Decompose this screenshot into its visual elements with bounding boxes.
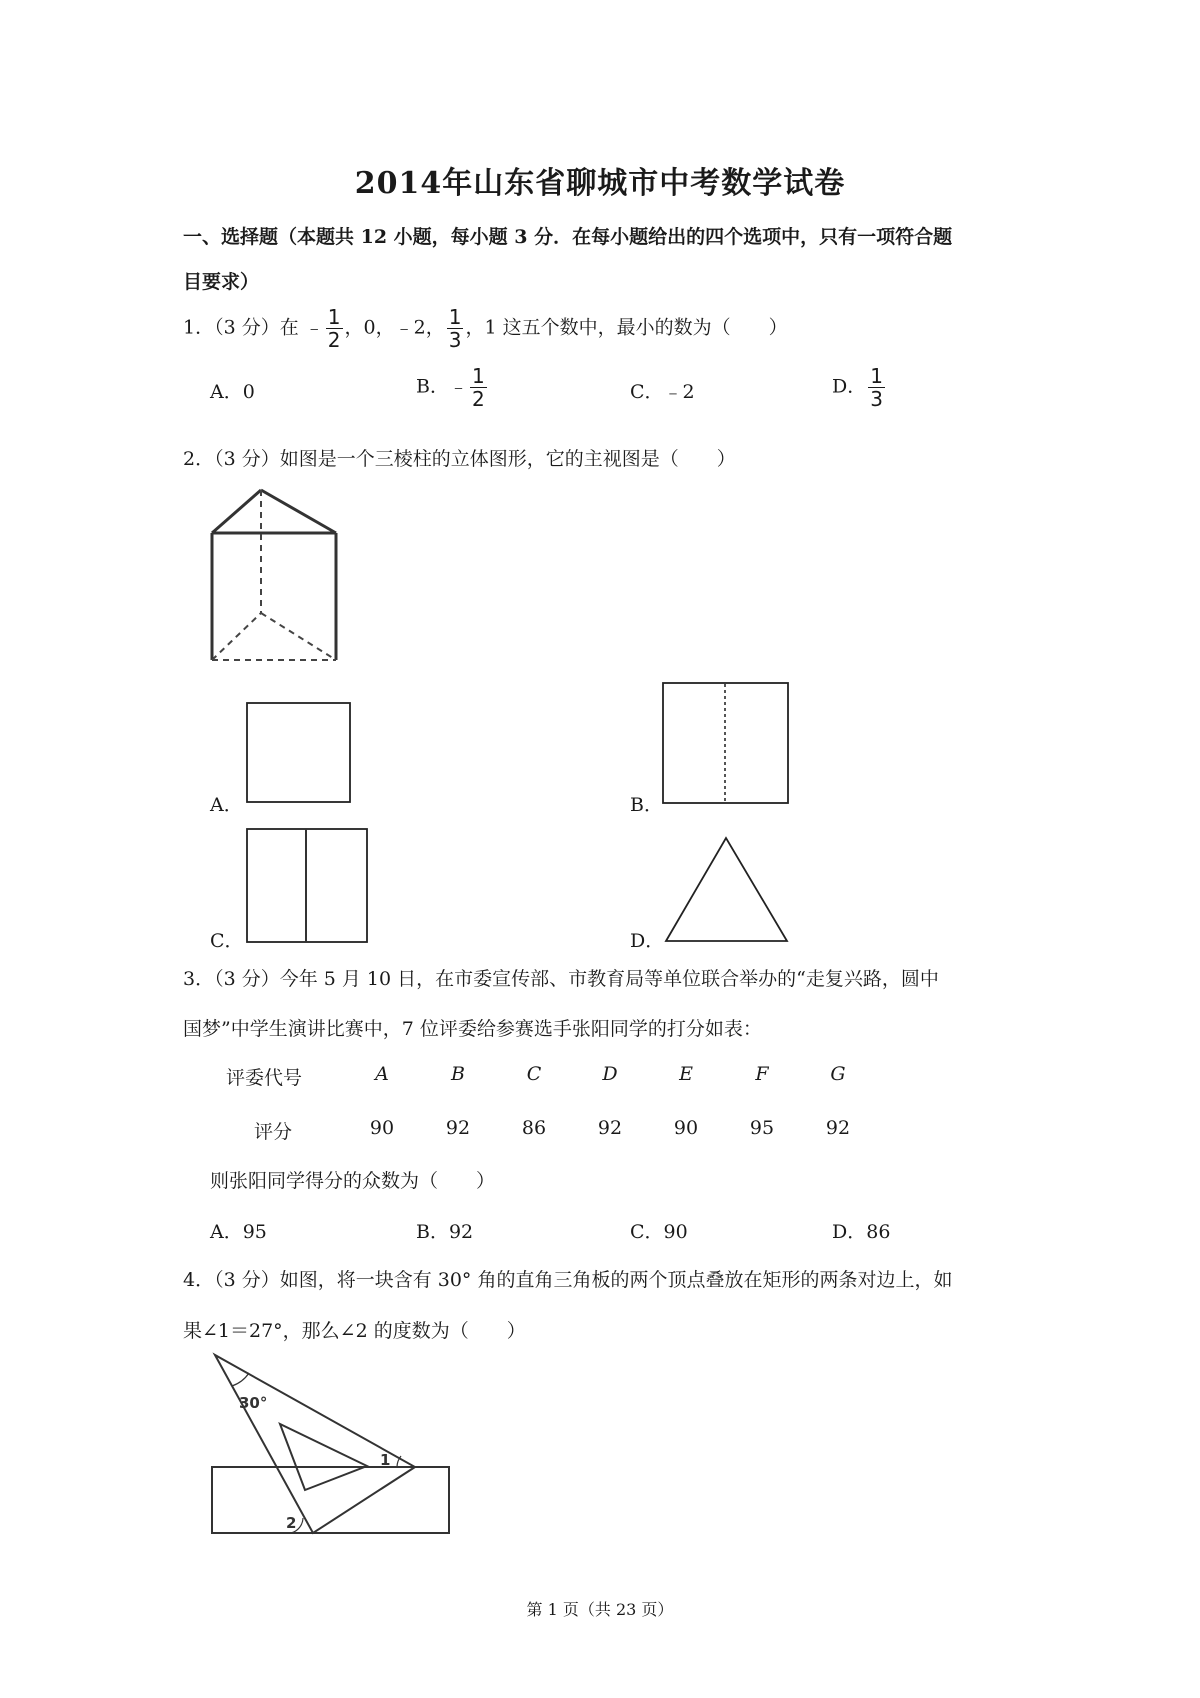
question-3-line2: 国梦”中学生演讲比赛中，7 位评委给参赛选手张阳同学的打分如表： bbox=[183, 1018, 762, 1040]
q1-option-b bbox=[416, 365, 489, 410]
table-judge-d: D bbox=[602, 1063, 618, 1085]
page-footer: 第 1 页（共 23 页） bbox=[526, 1600, 674, 1619]
q2-option-d-label: D． bbox=[630, 930, 665, 952]
q1-fraction-third bbox=[447, 306, 464, 351]
q2-option-d-figure bbox=[664, 835, 790, 945]
q1-mid: ，0，﹣2， bbox=[344, 316, 445, 339]
angle-30-label: 30° bbox=[239, 1394, 268, 1412]
question-2: 2．（3 分）如图是一个三棱柱的立体图形，它的主视图是（ ） bbox=[183, 448, 736, 470]
table-score-e: 90 bbox=[673, 1117, 699, 1139]
q2-option-b-figure bbox=[662, 682, 790, 806]
q1-fraction-half bbox=[326, 306, 343, 351]
option-label: D． bbox=[832, 375, 867, 398]
angle-1-label: 1 bbox=[380, 1451, 391, 1469]
question-4-line1: 4．（3 分）如图，将一块含有 30° 角的直角三角板的两个顶点叠放在矩形的两条对边上，如 bbox=[183, 1269, 953, 1291]
frac-denominator: 3 bbox=[870, 387, 883, 411]
option-label: B． bbox=[416, 375, 449, 398]
question-3-line1: 3．（3 分）今年 5 月 10 日，在市委宣传部、市教育局等单位联合举办的“走复兴路，圆中 bbox=[183, 968, 939, 990]
q3-question: 则张阳同学得分的众数为（ ） bbox=[210, 1170, 496, 1192]
q2-option-c-label: C． bbox=[210, 930, 244, 952]
table-score-b: 92 bbox=[445, 1117, 471, 1139]
q3-option-a: A．95 bbox=[210, 1221, 267, 1243]
q2-option-a-figure bbox=[246, 702, 352, 804]
prism-figure bbox=[200, 485, 360, 665]
section-heading-line1: 一、选择题（本题共 12 小题，每小题 3 分．在每小题给出的四个选项中，只有一项符合题 bbox=[183, 226, 953, 248]
q1-option-d bbox=[832, 365, 887, 410]
frac-denominator: 3 bbox=[448, 328, 462, 352]
q2-option-b-label: B． bbox=[630, 794, 663, 816]
q1-suffix: ，1 这五个数中，最小的数为（ ） bbox=[465, 316, 788, 339]
table-header-label: 评委代号 bbox=[226, 1067, 303, 1089]
frac-numerator: 1 bbox=[448, 305, 462, 329]
table-score-d: 92 bbox=[597, 1117, 623, 1139]
q1-option-b-fraction bbox=[470, 365, 487, 410]
table-row-label: 评分 bbox=[254, 1121, 293, 1143]
question-1 bbox=[183, 306, 788, 351]
frac-numerator: 1 bbox=[327, 305, 341, 329]
table-judge-b: B bbox=[451, 1063, 465, 1085]
table-judge-f: F bbox=[755, 1063, 769, 1085]
table-judge-e: E bbox=[679, 1063, 693, 1085]
table-judge-c: C bbox=[526, 1063, 542, 1085]
q1-neg-sign: ﹣ bbox=[304, 316, 324, 339]
frac-numerator: 1 bbox=[870, 364, 883, 388]
q3-option-d: D．86 bbox=[832, 1221, 891, 1243]
q2-option-c-figure bbox=[246, 828, 369, 944]
table-score-c: 86 bbox=[521, 1117, 547, 1139]
q3-score-table bbox=[0, 1063, 1200, 1163]
q1-option-b-sign: ﹣ bbox=[448, 375, 468, 398]
page-title: 2014年山东省聊城市中考数学试卷 bbox=[354, 166, 846, 201]
q1-option-c: C．﹣2 bbox=[630, 381, 695, 403]
q1-prefix: 1．（3 分）在 bbox=[183, 316, 305, 339]
frac-numerator: 1 bbox=[471, 364, 485, 388]
question-4-line2: 果∠1＝27°，那么∠2 的度数为（ ） bbox=[183, 1320, 526, 1342]
q3-option-b: B．92 bbox=[416, 1221, 474, 1243]
table-judge-a: A bbox=[375, 1063, 389, 1085]
table-score-f: 95 bbox=[749, 1117, 775, 1139]
angle-2-label: 2 bbox=[286, 1514, 297, 1532]
triangle-ruler-figure bbox=[205, 1350, 455, 1540]
q1-option-a: A．0 bbox=[210, 381, 255, 403]
frac-denominator: 2 bbox=[327, 328, 341, 352]
q1-option-d-fraction bbox=[868, 365, 885, 410]
section-heading-line2: 目要求） bbox=[183, 271, 260, 293]
q2-option-a-label: A． bbox=[210, 794, 243, 816]
table-score-g: 92 bbox=[825, 1117, 851, 1139]
table-judge-g: G bbox=[830, 1063, 846, 1085]
table-score-a: 90 bbox=[369, 1117, 395, 1139]
frac-denominator: 2 bbox=[471, 387, 485, 411]
q3-option-c: C．90 bbox=[630, 1221, 688, 1243]
